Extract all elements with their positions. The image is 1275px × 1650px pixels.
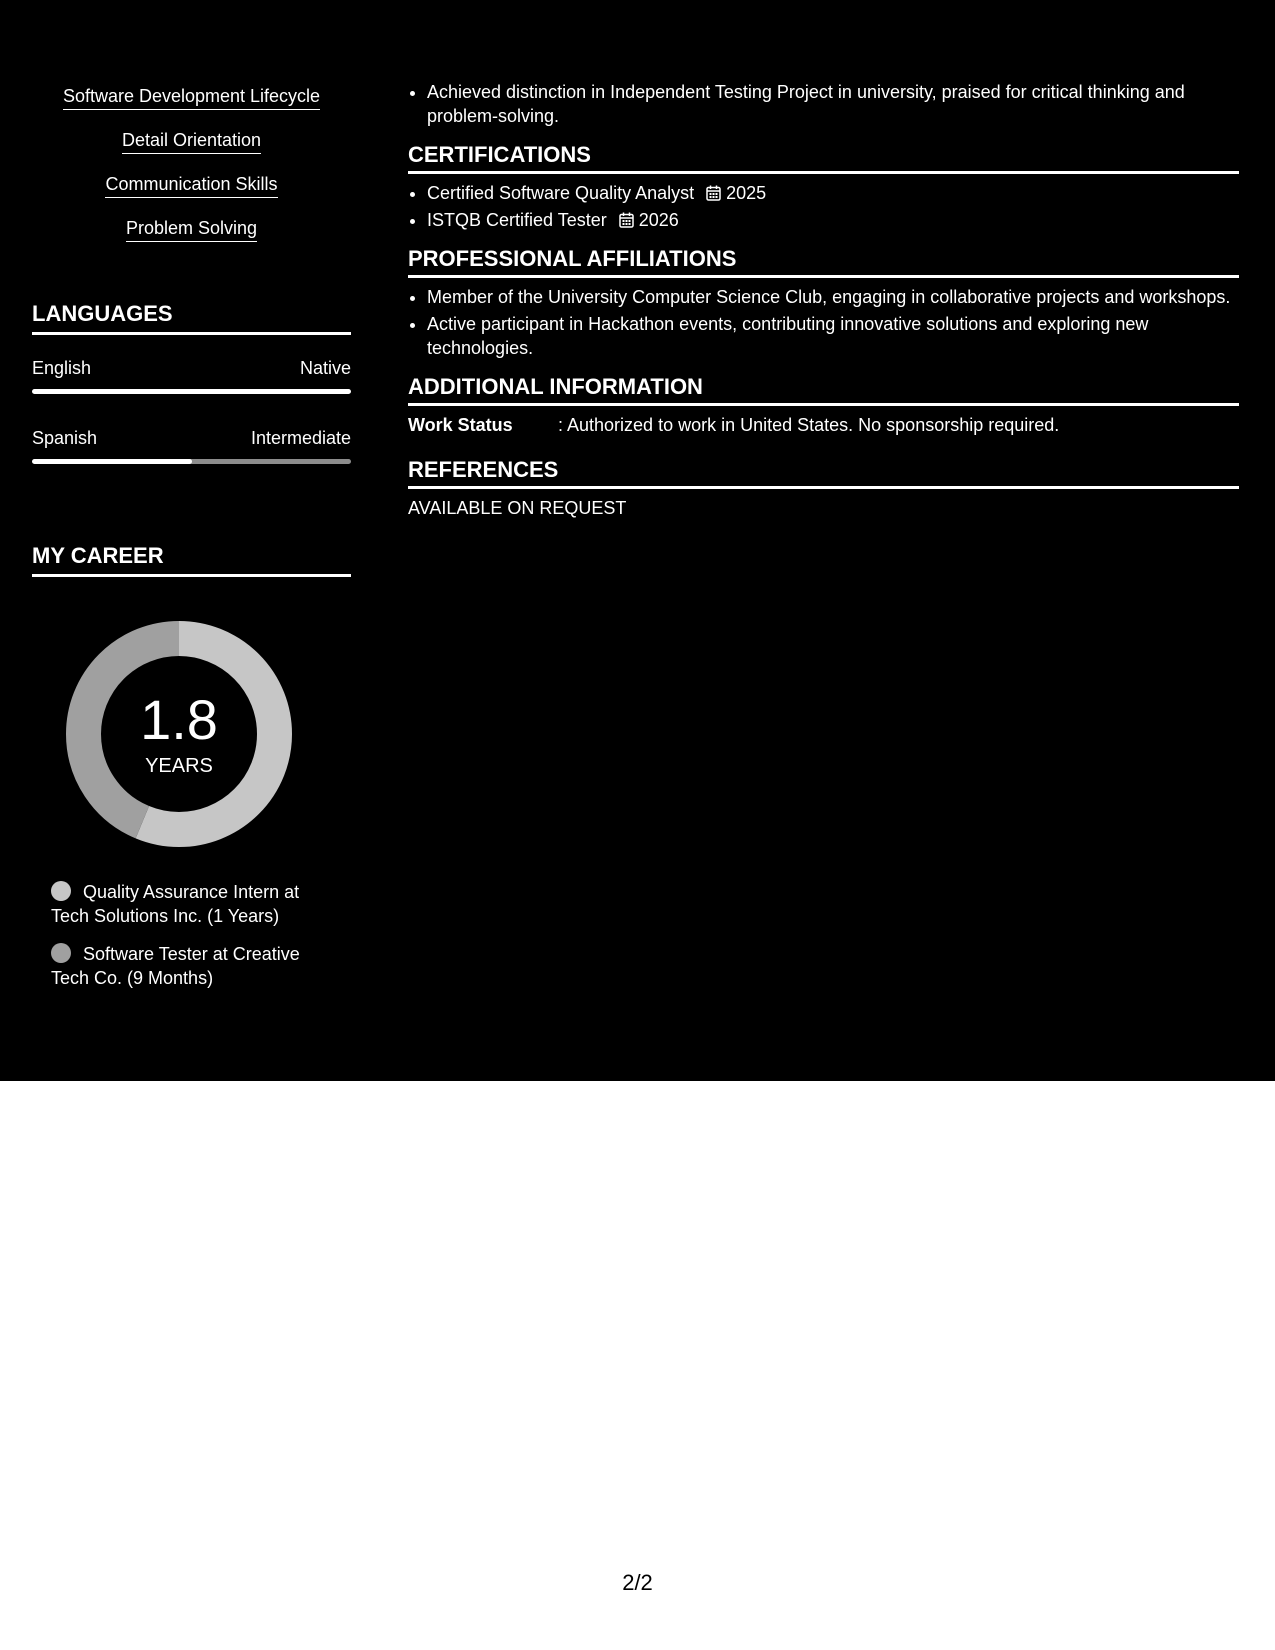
skill-item: Detail Orientation [122, 130, 261, 154]
career-heading: MY CAREER [32, 543, 351, 577]
page-number: 2/2 [622, 1570, 653, 1595]
references-text: AVAILABLE ON REQUEST [408, 498, 627, 518]
language-bar-fill [32, 459, 192, 464]
calendar-icon [706, 185, 721, 201]
skill-item: Software Development Lifecycle [63, 86, 320, 110]
certification-year: 2025 [726, 183, 767, 203]
certifications-list [408, 181, 1239, 232]
achievement-item: • Achieved distinction in Independent Testing Project in university, praised for critical thinking and problem-solving. [427, 80, 1239, 128]
language-level: Intermediate [250, 428, 351, 448]
references-heading: REFERENCES [408, 457, 1239, 489]
certifications-heading: CERTIFICATIONS [408, 142, 1239, 174]
legend-dot-icon [51, 943, 71, 963]
legend-dot-icon [51, 881, 71, 901]
career-total-unit: YEARS [145, 755, 213, 777]
career-job-text: Software Tester at Creative Tech Co. (9 Months) [51, 944, 300, 988]
language-bar [32, 459, 351, 464]
career-job-text: Quality Assurance Intern at Tech Solutions Inc. (1 Years) [51, 882, 300, 926]
skill-item: Communication Skills [105, 174, 277, 198]
calendar-icon [619, 212, 634, 228]
certification-item [427, 208, 1239, 232]
language-bar-fill [32, 389, 351, 394]
certification-name: ISTQB Certified Tester [427, 210, 607, 230]
language-bar [32, 389, 351, 394]
work-status-row [408, 413, 1239, 437]
work-status-value: : Authorized to work in United States. No sponsorship required. [558, 415, 1060, 435]
career-donut-chart [66, 621, 292, 847]
right-column [408, 80, 1239, 520]
affiliations-heading: PROFESSIONAL AFFILIATIONS [408, 246, 1239, 278]
career-legend-item [51, 880, 341, 928]
language-name: English [32, 358, 92, 378]
work-status-label: Work Status [408, 415, 513, 435]
certification-year: 2026 [638, 210, 679, 230]
language-level: Native [299, 358, 351, 378]
language-item [32, 427, 351, 464]
language-name: Spanish [32, 428, 98, 448]
certification-item [427, 181, 1239, 205]
affiliations-list [408, 285, 1239, 360]
career-legend-item [51, 942, 341, 990]
affiliation-item: • Active participant in Hackathon events, contributing innovative solutions and exploring new technologies. [427, 312, 1239, 360]
career-total-value: 1.8 [140, 688, 218, 751]
skills-list [32, 86, 351, 262]
language-item [32, 357, 351, 394]
achievements-list [408, 80, 1239, 128]
certification-name: Certified Software Quality Analyst [427, 183, 695, 203]
affiliation-item: • Member of the University Computer Science Club, engaging in collaborative projects and workshops. [427, 285, 1239, 309]
skill-item: Problem Solving [126, 218, 257, 242]
languages-heading: LANGUAGES [32, 301, 351, 335]
additional-info-heading: ADDITIONAL INFORMATION [408, 374, 1239, 406]
career-legend [51, 880, 341, 1004]
